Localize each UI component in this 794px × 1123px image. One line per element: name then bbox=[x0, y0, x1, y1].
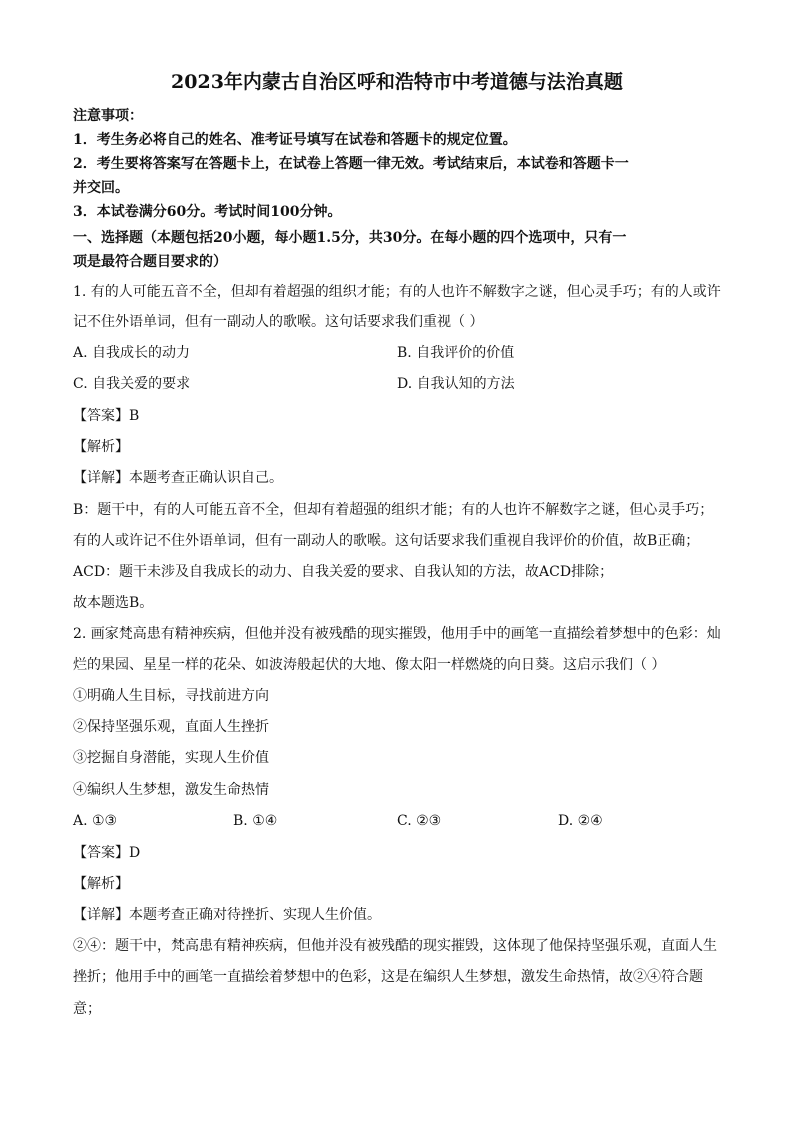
q2-option-b: B. ①④ bbox=[233, 813, 278, 829]
q2-option-a: A. ①③ bbox=[73, 813, 118, 829]
notice-item: 1．考生务必将自己的姓名、准考证号填写在试卷和答题卡的规定位置。 bbox=[73, 132, 517, 148]
section-heading: 一、选择题（本题包括20小题，每小题1.5分，共30分。在每小题的四个选项中，只有一 bbox=[73, 230, 627, 246]
q1-option-b: B. 自我评价的价值 bbox=[397, 345, 515, 361]
q2-explanation: ②④：题干中，梵高患有精神疾病，但他并没有被残酷的现实摧毁，这体现了他保持坚强乐观，直面人生 bbox=[73, 938, 717, 954]
q1-answer: 【答案】B bbox=[73, 408, 140, 424]
q1-analysis-label: 【解析】 bbox=[73, 439, 129, 455]
q2-item: ①明确人生目标，寻找前进方向 bbox=[73, 688, 269, 704]
q1-detail: 【详解】本题考查正确认识自己。 bbox=[73, 470, 283, 486]
q2-item: ④编织人生梦想，激发生命热情 bbox=[73, 782, 269, 798]
q2-analysis-label: 【解析】 bbox=[73, 876, 129, 892]
q1-option-d: D. 自我认知的方法 bbox=[397, 376, 515, 392]
q2-option-d: D. ②④ bbox=[558, 813, 603, 829]
q1-conclusion: 故本题选B。 bbox=[73, 595, 154, 611]
notice-item: 2．考生要将答案写在答题卡上，在试卷上答题一律无效。考试结束后，本试卷和答题卡一 bbox=[73, 156, 629, 172]
q2-stem-cont: 烂的果园、星星一样的花朵、如波涛般起伏的大地、像太阳一样燃烧的向日葵。这启示我们（ ） bbox=[73, 657, 666, 673]
q2-stem: 2. 画家梵高患有精神疾病，但他并没有被残酷的现实摧毁，他用手中的画笔一直描绘着梦想中的色彩：灿 bbox=[73, 626, 721, 642]
q2-option-c: C. ②③ bbox=[397, 813, 442, 829]
q1-explanation: ACD：题干未涉及自我成长的动力、自我关爱的要求、自我认知的方法，故ACD排除； bbox=[73, 564, 614, 580]
q1-option-c: C. 自我关爱的要求 bbox=[73, 376, 191, 392]
notice-item: 并交回。 bbox=[73, 180, 129, 196]
q2-explanation: 意； bbox=[73, 1001, 101, 1017]
q1-stem: 1. 有的人可能五音不全，但却有着超强的组织才能；有的人也许不解数字之谜，但心灵手巧；有的人或许 bbox=[73, 284, 721, 300]
notice-item: 3．本试卷满分60分。考试时间100分钟。 bbox=[73, 204, 342, 220]
q1-explanation: 有的人或许记不住外语单词，但有一副动人的歌喉。这句话要求我们重视自我评价的价值，故B正确； bbox=[73, 533, 700, 549]
notice-heading: 注意事项： bbox=[73, 108, 143, 124]
q2-detail: 【详解】本题考查正确对待挫折、实现人生价值。 bbox=[73, 907, 381, 923]
q2-item: ②保持坚强乐观，直面人生挫折 bbox=[73, 719, 269, 735]
section-heading-cont: 项是最符合题目要求的） bbox=[73, 254, 227, 270]
q1-option-a: A. 自我成长的动力 bbox=[73, 345, 191, 361]
q2-explanation: 挫折；他用手中的画笔一直描绘着梦想中的色彩，这是在编织人生梦想，激发生命热情，故②④符合题 bbox=[73, 969, 703, 985]
q1-explanation: B：题干中，有的人可能五音不全，但却有着超强的组织才能；有的人也许不解数字之谜，但心灵手巧； bbox=[73, 502, 714, 518]
q2-item: ③挖掘自身潜能，实现人生价值 bbox=[73, 750, 269, 766]
page-title: 2023年内蒙古自治区呼和浩特市中考道德与法治真题 bbox=[171, 71, 623, 93]
q1-stem-cont: 记不住外语单词，但有一副动人的歌喉。这句话要求我们重视（ ） bbox=[73, 314, 484, 330]
q2-answer: 【答案】D bbox=[73, 845, 141, 861]
